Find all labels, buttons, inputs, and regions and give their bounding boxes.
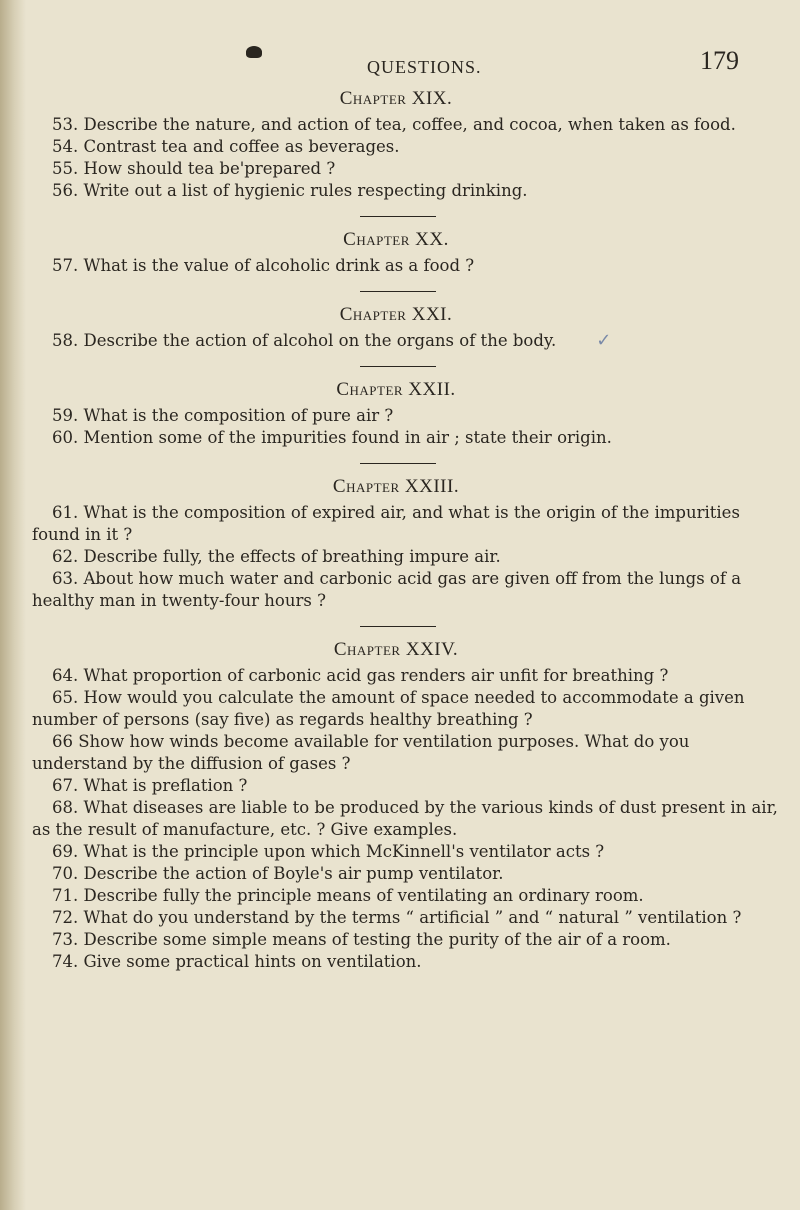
section-divider: [360, 216, 436, 217]
question-59: 59. What is the composition of pure air ?: [52, 406, 394, 425]
question-70: 70. Describe the action of Boyle's air pump ventilator.: [52, 864, 504, 883]
question-72: 72. What do you understand by the terms “ artificial ” and “ natural ” ventilation ?: [52, 908, 742, 927]
question-58: [32, 330, 780, 352]
running-head: [32, 46, 780, 88]
question-58-text: 58. Describe the action of alcohol on the organs of the body.: [52, 331, 557, 350]
question-61: 61. What is the composition of expired air, and what is the origin of the impurities found in it ?: [32, 503, 740, 544]
chapter-heading: Chapter XIX.: [339, 88, 453, 109]
question-57: 57. What is the value of alcoholic drink as a food ?: [52, 256, 475, 275]
question-67: 67. What is preflation ?: [52, 776, 248, 795]
chapter-heading: Chapter XX.: [343, 229, 449, 250]
chapter-21: [32, 304, 780, 352]
page-content: [32, 46, 780, 973]
page-binding-edge: [0, 0, 26, 1210]
chapter-heading: Chapter XXIII.: [332, 476, 460, 497]
question-68: 68. What diseases are liable to be produced by the various kinds of dust present in air, as the result of manufacture, etc. ? Give examples.: [32, 798, 778, 839]
section-divider: [360, 291, 436, 292]
chapter-22: [32, 379, 780, 449]
question-65: 65. How would you calculate the amount of space needed to accommodate a given number of persons (say five) as regards healthy breathing ?: [32, 688, 745, 729]
question-54: 54. Contrast tea and coffee as beverages.: [52, 137, 400, 156]
chapter-20: [32, 229, 780, 277]
page-number: 179: [700, 46, 739, 75]
question-55: 55. How should tea be'prepared ?: [52, 159, 336, 178]
chapter-heading: Chapter XXI.: [339, 304, 453, 325]
question-63: 63. About how much water and carbonic acid gas are given off from the lungs of a healthy man in twenty-four hours ?: [32, 569, 742, 610]
question-71: 71. Describe fully the principle means of ventilating an ordinary room.: [52, 886, 644, 905]
chapter-heading: Chapter XXII.: [336, 379, 456, 400]
question-62: 62. Describe fully, the effects of breathing impure air.: [52, 547, 501, 566]
ornament-mark: [246, 46, 262, 58]
question-64: 64. What proportion of carbonic acid gas renders air unfit for breathing ?: [52, 666, 669, 685]
running-title: QUESTIONS.: [367, 57, 482, 77]
question-60: 60. Mention some of the impurities found in air ; state their origin.: [52, 428, 612, 447]
question-66: 66 Show how winds become available for ventilation purposes. What do you understand by the diffusion of gases ?: [32, 732, 690, 773]
chapter-24: [32, 639, 780, 973]
question-69: 69. What is the principle upon which McKinnell's ventilator acts ?: [52, 842, 605, 861]
section-divider: [360, 626, 436, 627]
chapter-19: [32, 88, 780, 202]
question-56: 56. Write out a list of hygienic rules respecting drinking.: [52, 181, 528, 200]
question-73: 73. Describe some simple means of testing the purity of the air of a room.: [52, 930, 671, 949]
question-74: 74. Give some practical hints on ventilation.: [52, 952, 422, 971]
chapter-23: [32, 476, 780, 612]
chapter-heading: Chapter XXIV.: [333, 639, 459, 660]
section-divider: [360, 366, 436, 367]
section-divider: [360, 463, 436, 464]
pencil-check-mark: ✓: [596, 330, 612, 351]
question-53: 53. Describe the nature, and action of tea, coffee, and cocoa, when taken as food.: [52, 115, 736, 134]
